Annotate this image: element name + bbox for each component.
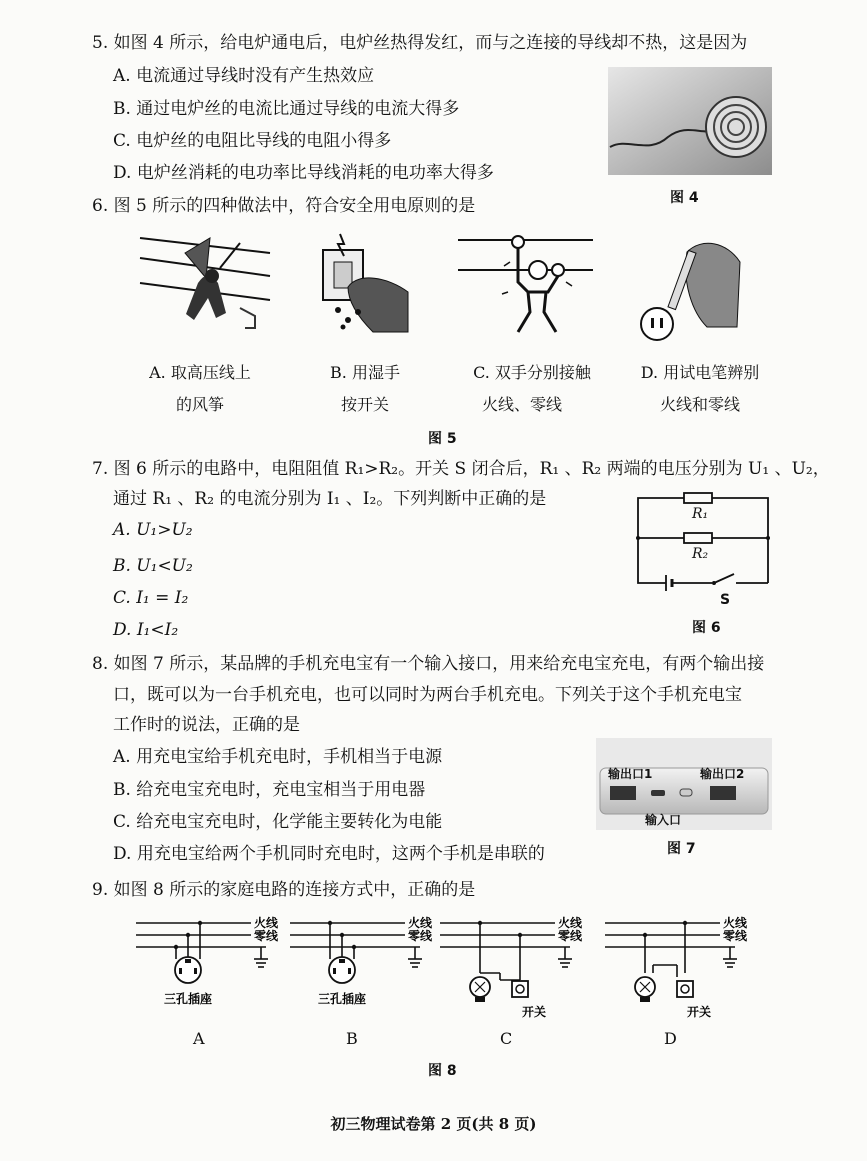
figure-5-label-b-line1: B. 用湿手 xyxy=(330,363,400,382)
socket-label: 三孔插座 xyxy=(318,992,367,1006)
figure-8-panel-label-a: A xyxy=(193,1029,205,1048)
page-footer: 初三物理试卷第 2 页(共 8 页) xyxy=(330,1115,537,1133)
q8-option-d: D. 用充电宝给两个手机同时充电时，这两个手机是串联的 xyxy=(113,844,545,864)
figure-5-label-c-line2: 火线、零线 xyxy=(481,395,562,414)
figure-7-power-bank-photo xyxy=(596,738,772,830)
figure-8-caption: 图 8 xyxy=(428,1063,457,1079)
q5-option-c: C. 电炉丝的电阻比导线的电阻小得多 xyxy=(113,131,392,151)
figure-5-label-a-line1: A. 取高压线上 xyxy=(149,363,251,382)
live-wire-label: 火线 xyxy=(254,916,279,930)
figure-5-label-a-line2: 的风筝 xyxy=(175,395,224,414)
figure-4-caption: 图 4 xyxy=(670,190,699,206)
neutral-wire-label: 零线 xyxy=(558,929,583,943)
figure-6-r2-label: R₂ xyxy=(692,546,709,562)
figure-7-output1-label: 输出口1 xyxy=(608,767,653,781)
q6-stem: 6. 图 5 所示的四种做法中，符合安全用电原则的是 xyxy=(92,196,476,216)
switch-icon xyxy=(677,981,693,997)
q5-option-b: B. 通过电炉丝的电流比通过导线的电流大得多 xyxy=(113,99,460,119)
figure-7-caption: 图 7 xyxy=(667,841,696,857)
figure-8-panel-d xyxy=(605,915,755,1025)
q8-option-b: B. 给充电宝充电时，充电宝相当于用电器 xyxy=(113,780,426,800)
neutral-wire-label: 零线 xyxy=(408,929,433,943)
q5-option-a: A. 电流通过导线时没有产生热效应 xyxy=(113,66,375,86)
figure-8-panel-c xyxy=(440,915,590,1025)
live-wire-label: 火线 xyxy=(558,916,583,930)
figure-5-label-b-line2: 按开关 xyxy=(340,395,389,414)
q7-option-a: A. U₁>U₂ xyxy=(113,520,193,540)
q5-stem: 5. 如图 4 所示，给电炉通电后，电炉丝热得发红，而与之连接的导线却不热，这是因为 xyxy=(92,33,748,53)
q8-option-c: C. 给充电宝充电时，化学能主要转化为电能 xyxy=(113,812,443,832)
socket-label: 三孔插座 xyxy=(164,992,213,1006)
figure-6-circuit-diagram xyxy=(636,490,770,590)
live-wire-label: 火线 xyxy=(408,916,433,930)
figure-5a-kite-power-line xyxy=(140,228,270,338)
q8-stem-line2: 口，既可以为一台手机充电，也可以同时为两台手机充电。下列关于这个手机充电宝 xyxy=(113,685,742,705)
q9-stem: 9. 如图 8 所示的家庭电路的连接方式中，正确的是 xyxy=(92,880,476,900)
neutral-wire-label: 零线 xyxy=(254,929,279,943)
figure-8-panel-label-b: B xyxy=(346,1029,358,1048)
figure-8-panel-b xyxy=(290,915,440,1025)
figure-7-output2-label: 输出口2 xyxy=(700,767,745,781)
figure-5-caption: 图 5 xyxy=(428,431,457,447)
figure-6-r1-label: R₁ xyxy=(692,506,709,522)
figure-8-panel-a xyxy=(136,915,286,1025)
figure-5d-test-pen-socket xyxy=(632,232,742,344)
figure-5-label-d-line1: D. 用试电笔辨别 xyxy=(640,363,760,382)
q7-stem-line1: 7. 图 6 所示的电路中，电阻阻值 R₁>R₂。开关 S 闭合后，R₁ 、R₂ 两端的电压分别为 U₁ 、U₂， xyxy=(92,459,830,479)
figure-6-caption: 图 6 xyxy=(692,620,721,636)
neutral-wire-label: 零线 xyxy=(723,929,748,943)
figure-8-panel-label-c: C xyxy=(500,1029,513,1048)
q7-option-d: D. I₁<I₂ xyxy=(113,620,179,640)
figure-5c-touching-live-neutral xyxy=(458,232,593,340)
figure-6-switch-label: S xyxy=(720,592,731,608)
figure-8-panel-label-d: D xyxy=(664,1029,677,1048)
q7-stem-line2: 通过 R₁ 、R₂ 的电流分别为 I₁ 、I₂。下列判断中正确的是 xyxy=(113,489,547,509)
figure-5-label-d-line2: 火线和零线 xyxy=(659,395,740,414)
q7-option-b: B. U₁<U₂ xyxy=(113,556,193,576)
live-wire-label: 火线 xyxy=(723,916,748,930)
q7-option-c: C. I₁ = I₂ xyxy=(113,588,189,608)
q8-stem-line1: 8. 如图 7 所示，某品牌的手机充电宝有一个输入接口，用来给充电宝充电，有两个输出接 xyxy=(92,654,765,674)
switch-label: 开关 xyxy=(522,1005,547,1019)
switch-icon xyxy=(512,981,528,997)
figure-4-stove-photo xyxy=(608,67,772,175)
q8-stem-line3: 工作时的说法，正确的是 xyxy=(113,715,300,735)
q5-option-d: D. 电炉丝消耗的电功率比导线消耗的电功率大得多 xyxy=(113,163,494,183)
q8-option-a: A. 用充电宝给手机充电时，手机相当于电源 xyxy=(113,747,443,767)
figure-5b-wet-hand-switch xyxy=(318,232,413,332)
figure-7-input-label: 输入口 xyxy=(645,813,682,827)
switch-label: 开关 xyxy=(687,1005,712,1019)
figure-5-label-c-line1: C. 双手分别接触 xyxy=(473,363,591,382)
